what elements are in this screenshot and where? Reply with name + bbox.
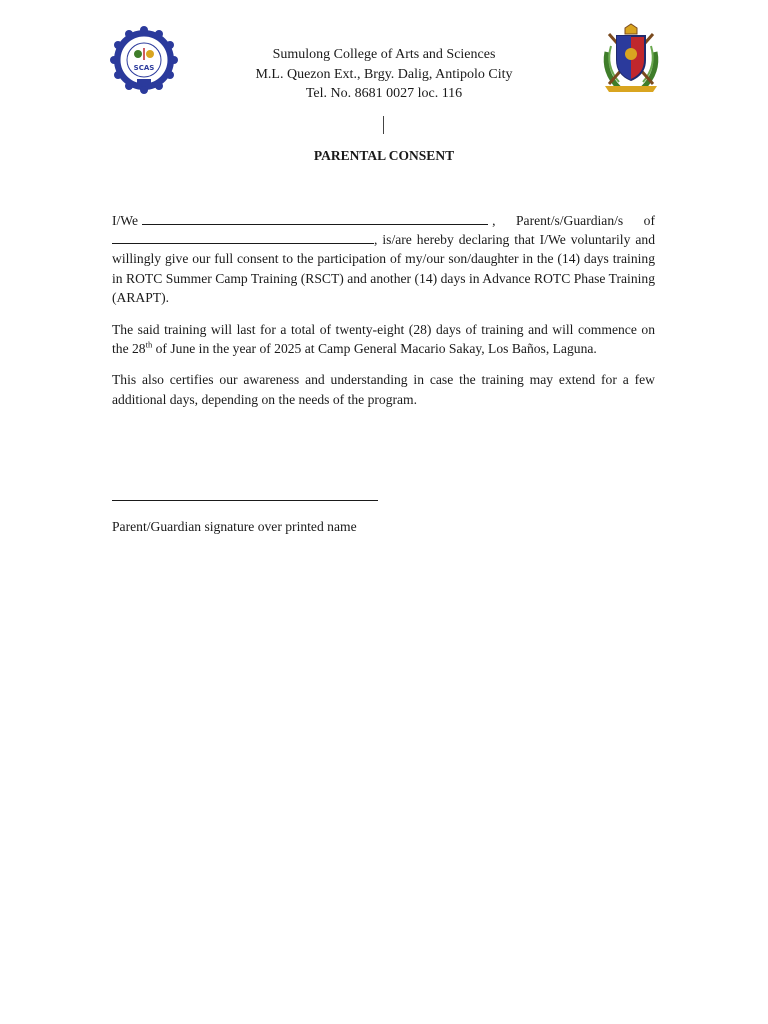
- parent-name-blank[interactable]: [142, 212, 488, 225]
- scas-seal-logo: [110, 26, 178, 94]
- p1-end: , is/are hereby declaring that I/We voluntarily and willingly give our full consent to the participation of my/our son/daughter in the (14) days training in ROTC Summer Camp Training (RSCT) and another (14) days in Advance ROTC Phase Training (ARAPT).: [112, 232, 655, 305]
- college-address: M.L. Quezon Ext., Brgy. Dalig, Antipolo City: [255, 66, 513, 82]
- document-title: PARENTAL CONSENT: [313, 148, 455, 163]
- student-name-blank[interactable]: [112, 231, 374, 244]
- p2-ordinal-suffix: th: [145, 339, 153, 350]
- consent-paragraph-2: [112, 320, 655, 358]
- signature-line[interactable]: [112, 500, 378, 501]
- p2-end: of June in the year of 2025 at Camp General Macario Sakay, Los Baños, Laguna.: [152, 340, 597, 356]
- consent-paragraph-1: [112, 211, 655, 307]
- consent-body: [112, 211, 655, 421]
- college-phone: Tel. No. 8681 0027 loc. 116: [305, 86, 463, 101]
- rotc-crest-logo: [597, 22, 665, 96]
- text-cursor-mark: [383, 116, 384, 134]
- p2-start: The said training will last for a total of twenty-eight (28) days of training and will commence on the 28: [112, 321, 655, 356]
- p1-start: I/We: [112, 213, 139, 228]
- college-name: Sumulong College of Arts and Sciences: [272, 47, 496, 62]
- letterhead: [184, 45, 584, 104]
- signature-label: Parent/Guardian signature over printed name: [112, 519, 357, 534]
- p1-mid: , Parent/s/Guardian/s of: [492, 213, 655, 228]
- consent-paragraph-3: This also certifies our awareness and understanding in case the training may extend for a few additional days, depending on the needs of the program.: [112, 372, 655, 407]
- seal-text: SCAS: [133, 64, 155, 72]
